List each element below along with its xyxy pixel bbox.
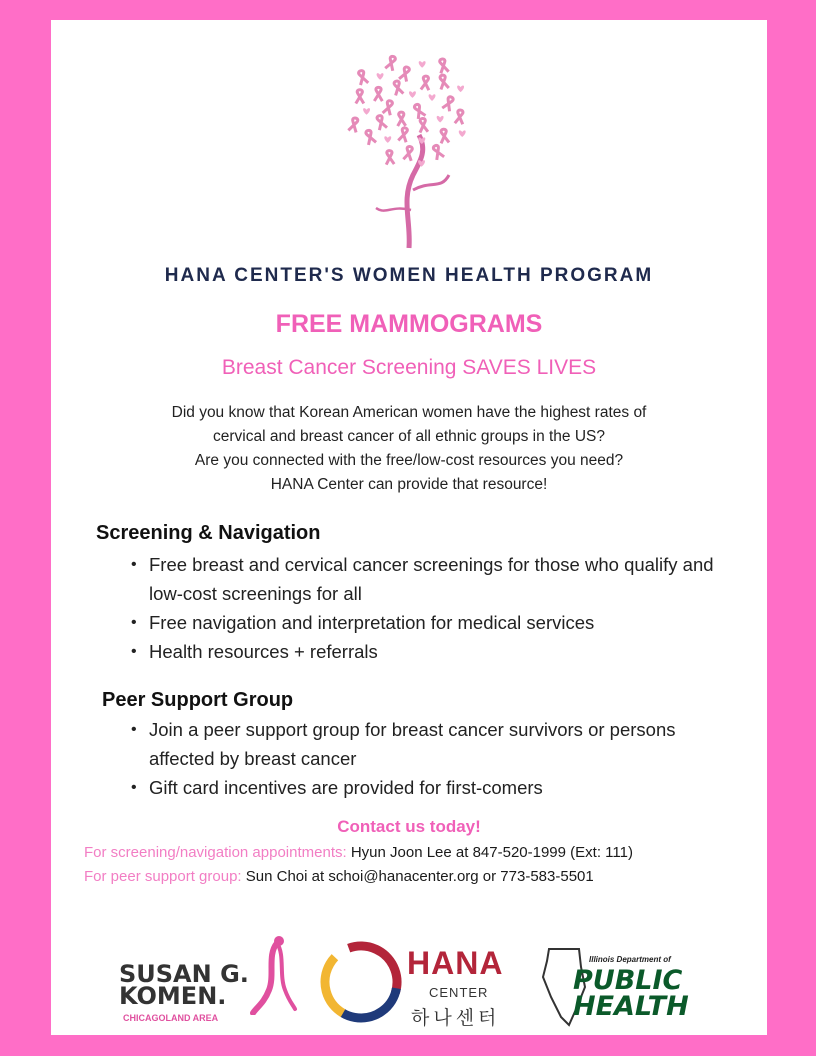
contact-value[interactable]: Sun Choi at schoi@hanacenter.org or 773-583-5501 [245, 868, 594, 885]
hana-korean-text: 하나센터 [411, 1007, 501, 1029]
ribbon-icon [356, 90, 364, 104]
ribbon-icon [399, 66, 411, 82]
intro-line: Are you connected with the free/low-cost resources you need? [194, 452, 624, 469]
ribbon-icon [419, 118, 428, 133]
headline: FREE MAMMOGRAMS [275, 310, 543, 338]
peer-support-list [131, 715, 691, 802]
ribbon-icon [421, 76, 430, 90]
idph-line2: HEALTH [573, 991, 689, 1022]
heart-icon [429, 94, 436, 101]
flyer-page [51, 20, 767, 1035]
susan-g-komen-logo [119, 935, 299, 1025]
hana-wordmark: HANA [407, 945, 504, 981]
heart-icon [363, 108, 370, 115]
intro-paragraph [91, 401, 727, 497]
list-item: • Free breast and cervical cancer screenings for those who qualify and low-cost screenings for all [131, 550, 731, 608]
ribbon-icon [431, 144, 444, 160]
ribbon-icon [455, 110, 465, 125]
ribbon-icon [364, 129, 376, 145]
idph-wordmark [573, 965, 689, 1022]
komen-line1: SUSAN G. [119, 960, 249, 988]
ribbon-icon [412, 103, 425, 119]
hana-swirl-icon [319, 937, 404, 1027]
ribbon-icon [398, 127, 409, 142]
ribbon-icon [348, 117, 359, 132]
contact-line-screening [84, 844, 633, 861]
ribbon-icon [438, 74, 448, 89]
screening-list [131, 550, 731, 666]
list-item: • Gift card incentives are provided for first-comers [131, 773, 691, 802]
intro-line: cervical and breast cancer of all ethnic groups in the US? [212, 428, 606, 445]
subheadline: Breast Cancer Screening SAVES LIVES [221, 356, 597, 379]
komen-subtitle: CHICAGOLAND AREA [123, 1013, 219, 1023]
heart-icon [457, 86, 464, 93]
hana-center-logo [319, 937, 519, 1027]
sponsor-logos [51, 925, 767, 1029]
contact-label: For screening/navigation appointments: [84, 844, 347, 861]
ribbon-icon [397, 112, 405, 126]
komen-wordmark [119, 960, 249, 1010]
heart-icon [384, 136, 391, 143]
contact-value[interactable]: Hyun Joon Lee at 847-520-1999 (Ext: 111) [350, 844, 633, 861]
heart-icon [409, 91, 416, 98]
contact-label: For peer support group: [84, 868, 242, 885]
hana-center-text: CENTER [429, 985, 489, 1000]
ribbon-icon [357, 70, 368, 85]
list-item: • Health resources + referrals [131, 637, 731, 666]
ribbon-icon [442, 96, 455, 112]
heart-icon [459, 130, 466, 137]
idph-department: Illinois Department of [589, 955, 671, 964]
section-title-screening: Screening & Navigation [96, 522, 321, 544]
ribbon-icon [392, 80, 403, 95]
ribbon-icon [375, 115, 387, 131]
list-item: • Free navigation and interpretation for medical services [131, 608, 731, 637]
komen-line2: KOMEN. [119, 982, 227, 1010]
ribbon-icon [385, 55, 397, 71]
idph-line1: PUBLIC [573, 965, 683, 996]
ribbon-icon [385, 150, 394, 164]
contact-title: Contact us today! [337, 817, 481, 836]
ribbon-icon [403, 146, 414, 161]
ribbon-icon [439, 129, 449, 144]
ribbon-tree-icon [331, 40, 491, 250]
contact-line-peer-support [84, 868, 594, 885]
ribbon-icon [374, 87, 382, 101]
idph-logo [539, 935, 719, 1025]
program-title: HANA CENTER'S WOMEN HEALTH PROGRAM [164, 265, 654, 286]
heart-icon [377, 73, 384, 80]
heart-icon [437, 116, 444, 123]
intro-line: Did you know that Korean American women have the highest rates of [171, 404, 647, 421]
heart-icon [419, 61, 426, 68]
intro-line: HANA Center can provide that resource! [270, 476, 548, 493]
pink-ribbon-icon [249, 935, 299, 1015]
section-title-peer-support: Peer Support Group [102, 689, 294, 711]
list-item: • Join a peer support group for breast cancer survivors or persons affected by breast cancer [131, 715, 691, 773]
ribbon-icon [438, 58, 449, 73]
ribbon-icon [383, 100, 395, 115]
